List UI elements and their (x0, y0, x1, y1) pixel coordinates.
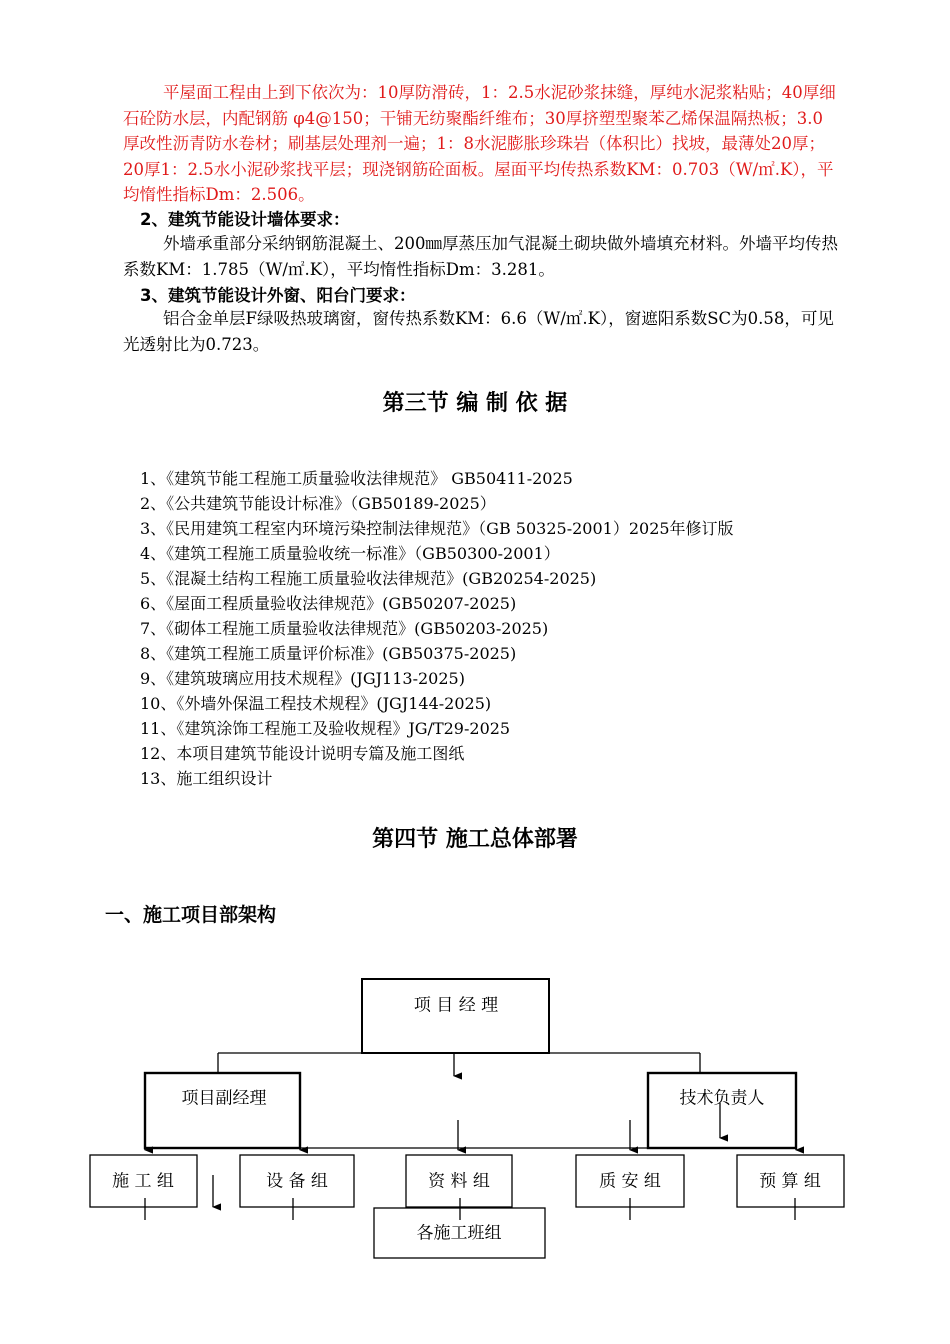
reference-item: 13、施工组织设计 (140, 769, 273, 788)
window-paragraph: 铝合金单层F绿吸热玻璃窗，窗传热系数KM：6.6（W/㎡.K），窗遮阳系数SC为0.58，可见光透射比为0.723。 (123, 309, 834, 354)
group-label: 预 算 组 (759, 1171, 821, 1192)
group-label: 资 料 组 (428, 1171, 490, 1192)
reference-item: 6、《屋面工程质量验收法律规范》(GB50207-2025) (140, 594, 517, 613)
reference-item: 1、《建筑节能工程施工质量验收法律规范》 GB50411-2025 (140, 469, 573, 488)
wall-paragraph: 外墙承重部分采纳钢筋混凝土、200㎜厚蒸压加气混凝土砌块做外墙填充材料。外墙平均传热系数KM：1.785（W/㎡.K），平均惰性指标Dm：3.281。 (123, 234, 838, 279)
manager-label: 项 目 经 理 (413, 995, 499, 1016)
reference-item: 11、《建筑涂饰工程施工及验收规程》JG/T29-2025 (140, 719, 511, 738)
section3-title: 第三节 编 制 依 据 (382, 391, 568, 416)
subsection-title: 一、施工项目部架构 (105, 904, 277, 926)
reference-item: 4、《建筑工程施工质量验收统一标准》（GB50300-2001） (140, 544, 560, 563)
reference-item: 7、《砌体工程施工质量验收法律规范》(GB50203-2025) (140, 619, 549, 638)
manager-box (362, 979, 549, 1053)
tech-label: 技术负责人 (679, 1088, 765, 1109)
teams-label: 各施工班组 (416, 1223, 502, 1244)
reference-item: 12、本项目建筑节能设计说明专篇及施工图纸 (140, 744, 465, 763)
section4-title: 第四节 施工总体部署 (372, 827, 578, 852)
group-label: 设 备 组 (266, 1171, 328, 1192)
reference-item: 5、《混凝土结构工程施工质量验收法律规范》(GB20254-2025) (140, 569, 597, 588)
deputy-label: 项目副经理 (181, 1088, 267, 1109)
tech-box (648, 1073, 796, 1148)
wall-heading: 2、建筑节能设计墙体要求： (140, 210, 350, 229)
reference-item: 8、《建筑工程施工质量评价标准》(GB50375-2025) (140, 644, 517, 663)
reference-item: 2、《公共建筑节能设计标准》（GB50189-2025） (140, 494, 496, 513)
reference-item: 9、《建筑玻璃应用技术规程》(JGJ113-2025) (140, 669, 465, 688)
group-label: 施 工 组 (112, 1171, 174, 1192)
group-label: 质 安 组 (599, 1171, 661, 1192)
deputy-box (145, 1073, 300, 1148)
roof-paragraph: 平屋面工程由上到下依次为：10厚防滑砖，1：2.5水泥砂浆抹缝，厚纯水泥浆粘贴；40厚细石砼防水层，内配钢筋 φ4@150；干铺无纺聚酯纤维布；30厚挤塑型聚苯乙烯保温隔热板；3.0厚改性沥青防水卷材；刷基层处理剂一遍；1：8水泥膨胀珍珠岩（体积比）找坡，最薄处20厚；20厚1：2.5水小泥砂浆找平层；现浇钢筋砼面板。屋面平均传热系数KM：0.703（W/㎡.K），平均惰性指标Dm：2.506。 (123, 83, 836, 204)
window-heading: 3、建筑节能设计外窗、阳台门要求： (140, 286, 416, 305)
reference-item: 10、《外墙外保温工程技术规程》(JGJ144-2025) (140, 694, 492, 713)
reference-item: 3、《民用建筑工程室内环境污染控制法律规范》（GB 50325-2001）2025年修订版 (140, 519, 734, 538)
